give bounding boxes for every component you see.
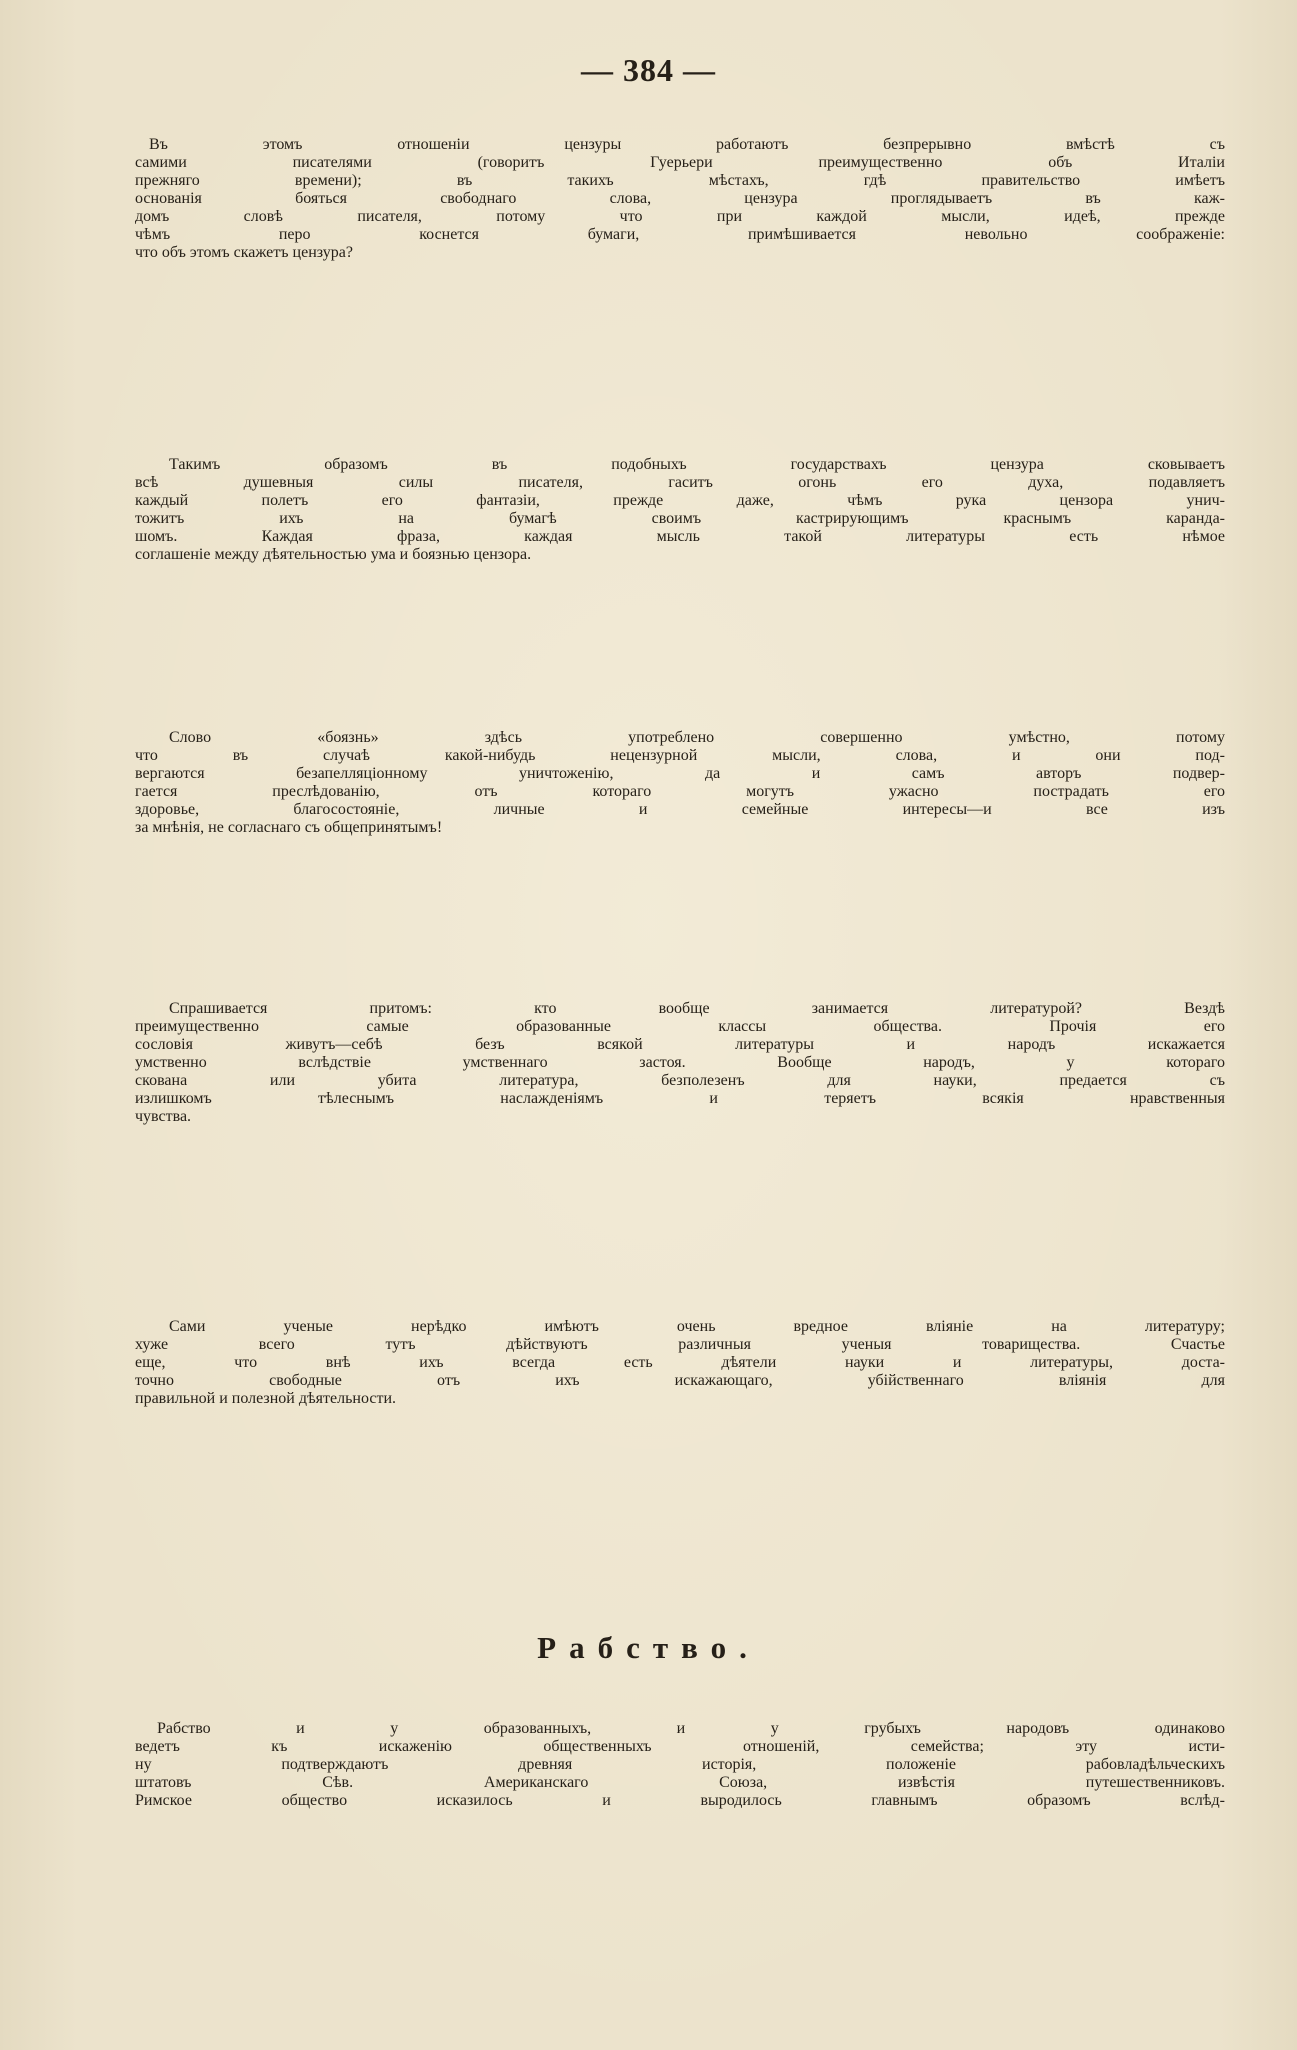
text-line: скована или убита литература, безполезенъ для науки, предается съ bbox=[135, 1072, 1225, 1089]
text-line: шомъ. Каждая фраза, каждая мысль такой литературы есть нѣмое bbox=[135, 528, 1225, 545]
paragraph-4 bbox=[135, 1000, 1225, 1126]
text-line: тожитъ ихъ на бумагѣ своимъ кастрирующимъ краснымъ каранда- bbox=[135, 510, 1225, 527]
text-line: Сами ученые нерѣдко имѣютъ очень вредное вліяніе на литературу; bbox=[169, 1318, 1225, 1335]
text-line: вергаются безапелляціонному уничтоженію, да и самъ авторъ подвер- bbox=[135, 765, 1225, 782]
page-number: — 384 — bbox=[581, 52, 716, 88]
text-line: Спрашивается притомъ: кто вообще занимается литературой? Вездѣ bbox=[169, 1000, 1225, 1017]
text-line: чѣмъ перо коснется бумаги, примѣшивается невольно соображеніе: bbox=[135, 226, 1225, 243]
text-line: умственно вслѣдствіе умственнаго застоя. Вообще народъ, у котораго bbox=[135, 1054, 1225, 1071]
text-line: штатовъ Сѣв. Американскаго Союза, извѣстія путешественниковъ. bbox=[135, 1774, 1225, 1791]
text-line: точно свободные отъ ихъ искажающаго, убійственнаго вліянія для bbox=[135, 1372, 1225, 1389]
text-line: основанія бояться свободнаго слова, цензура проглядываетъ въ каж- bbox=[135, 190, 1225, 207]
text-line: прежняго времени); въ такихъ мѣстахъ, гдѣ правительство имѣетъ bbox=[135, 172, 1225, 189]
text-line: гается преслѣдованію, отъ котораго могутъ ужасно пострадать его bbox=[135, 783, 1225, 800]
text-line: что въ случаѣ какой-нибудь нецензурной мысли, слова, и они под- bbox=[135, 747, 1225, 764]
text-line: всѣ душевныя силы писателя, гаситъ огонь его духа, подавляетъ bbox=[135, 474, 1225, 491]
text-line: Въ этомъ отношеніи цензуры работаютъ безпрерывно вмѣстѣ съ bbox=[149, 136, 1225, 153]
paragraph-2 bbox=[135, 456, 1225, 564]
text-line: чувства. bbox=[135, 1108, 192, 1125]
section-heading: Рабство. bbox=[537, 1630, 760, 1665]
text-line: что объ этомъ скажетъ цензура? bbox=[135, 244, 353, 261]
text-line: самими писателями (говоритъ Гуерьери преимущественно объ Италіи bbox=[135, 154, 1225, 171]
text-line: здоровье, благосостояніе, личные и семейные интересы—и все изъ bbox=[135, 801, 1225, 818]
text-line: ведетъ къ искаженію общественныхъ отношеній, семейства; эту исти- bbox=[135, 1738, 1225, 1755]
paragraph-5 bbox=[135, 1318, 1225, 1408]
text-line: еще, что внѣ ихъ всегда есть дѣятели науки и литературы, доста- bbox=[135, 1354, 1225, 1371]
paragraph-1 bbox=[135, 136, 1225, 262]
text-line: преимущественно самые образованные классы общества. Прочія его bbox=[135, 1018, 1225, 1035]
text-line: Такимъ образомъ въ подобныхъ государствахъ цензура сковываетъ bbox=[169, 456, 1225, 473]
text-line: Римское общество исказилось и выродилось главнымъ образомъ вслѣд- bbox=[135, 1792, 1225, 1809]
text-line: соглашеніе между дѣятельностью ума и боязнью цензора. bbox=[135, 546, 532, 563]
paragraph-3 bbox=[135, 729, 1225, 837]
text-line: ну подтверждаютъ древняя исторія, положеніе рабовладѣльческихъ bbox=[135, 1756, 1225, 1773]
text-line: правильной и полезной дѣятельности. bbox=[135, 1390, 397, 1407]
text-line: сословія живутъ—себѣ безъ всякой литературы и народъ искажается bbox=[135, 1036, 1225, 1053]
text-line: каждый полетъ его фантазіи, прежде даже, чѣмъ рука цензора унич- bbox=[135, 492, 1225, 509]
text-line: Слово «боязнь» здѣсь употреблено совершенно умѣстно, потому bbox=[169, 729, 1225, 746]
text-line: хуже всего тутъ дѣйствуютъ различныя ученыя товарищества. Счастье bbox=[135, 1336, 1225, 1353]
text-line: за мнѣнія, не согласнаго съ общепринятымъ! bbox=[135, 819, 443, 836]
section-paragraph-1 bbox=[135, 1720, 1225, 1810]
text-line: домъ словѣ писателя, потому что при каждой мысли, идеѣ, прежде bbox=[135, 208, 1225, 225]
text-line: излишкомъ тѣлеснымъ наслажденіямъ и теряетъ всякія нравственныя bbox=[135, 1090, 1225, 1107]
text-line: Рабство и у образованныхъ, и у грубыхъ народовъ одинаково bbox=[157, 1720, 1225, 1737]
